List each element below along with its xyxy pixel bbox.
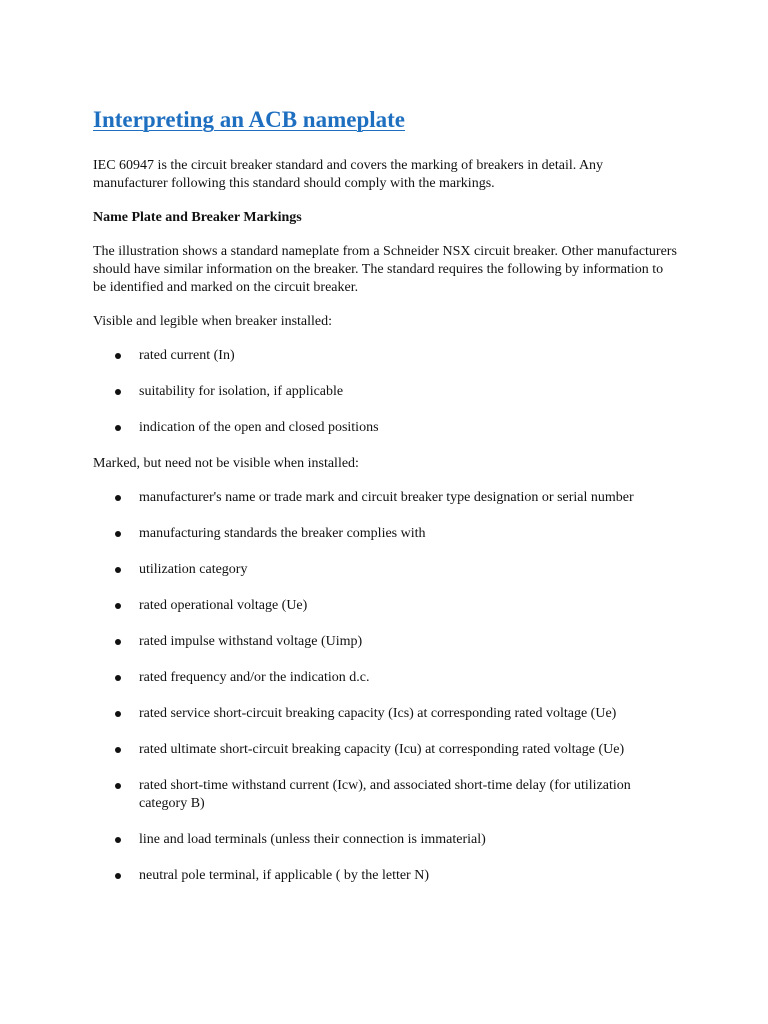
bullet-dot-icon <box>115 531 121 537</box>
list-item <box>93 777 678 813</box>
marked-items-list <box>93 489 678 885</box>
list-item-text: manufacturing standards the breaker complies with <box>139 526 426 541</box>
visible-list-heading: Visible and legible when breaker installed: <box>93 314 333 329</box>
list-item-text: neutral pole terminal, if applicable ( by the letter N) <box>139 868 429 883</box>
intro-paragraph: IEC 60947 is the circuit breaker standard and covers the marking of breakers in detail. Any manufacturer following this standard should comply with the markings. <box>93 158 604 191</box>
bullet-dot-icon <box>115 837 121 843</box>
list-item-text: rated short-time withstand current (Icw), and associated short-time delay (for utilization category B) <box>139 778 631 811</box>
list-item <box>93 383 678 401</box>
list-item <box>93 669 678 687</box>
list-item-text: rated current (In) <box>139 348 235 363</box>
list-item-text: utilization category <box>139 562 248 577</box>
page-title: Interpreting an ACB nameplate <box>93 107 405 132</box>
list-item <box>93 419 678 437</box>
list-item-text: rated impulse withstand voltage (Uimp) <box>139 634 363 649</box>
list-item-text: rated frequency and/or the indication d.c. <box>139 670 370 685</box>
visible-items-list <box>93 347 678 437</box>
bullet-dot-icon <box>115 747 121 753</box>
bullet-dot-icon <box>115 389 121 395</box>
list-item <box>93 489 678 507</box>
bullet-dot-icon <box>115 873 121 879</box>
list-item <box>93 705 678 723</box>
list-item <box>93 633 678 651</box>
list-item-text: indication of the open and closed positions <box>139 420 379 435</box>
list-item <box>93 525 678 543</box>
list-item <box>93 867 678 885</box>
list-item-text: line and load terminals (unless their connection is immaterial) <box>139 832 486 847</box>
marked-list-heading: Marked, but need not be visible when installed: <box>93 456 359 471</box>
bullet-dot-icon <box>115 783 121 789</box>
section-subheading: Name Plate and Breaker Markings <box>93 210 302 225</box>
list-item-text: manufacturer's name or trade mark and circuit breaker type designation or serial number <box>139 490 634 505</box>
bullet-dot-icon <box>115 675 121 681</box>
bullet-dot-icon <box>115 567 121 573</box>
list-item <box>93 831 678 849</box>
list-item-text: rated service short-circuit breaking capacity (Ics) at corresponding rated voltage (Ue) <box>139 706 617 721</box>
list-item-text: suitability for isolation, if applicable <box>139 384 344 399</box>
bullet-dot-icon <box>115 495 121 501</box>
bullet-dot-icon <box>115 711 121 717</box>
list-item <box>93 741 678 759</box>
list-item-text: rated operational voltage (Ue) <box>139 598 308 613</box>
body-paragraph: The illustration shows a standard nameplate from a Schneider NSX circuit breaker. Other manufacturers should have similar information on the breaker. The standard requires the following by information to be identified and marked on the circuit breaker. <box>93 244 677 295</box>
list-item <box>93 347 678 365</box>
bullet-dot-icon <box>115 603 121 609</box>
bullet-dot-icon <box>115 639 121 645</box>
list-item-text: rated ultimate short-circuit breaking capacity (Icu) at corresponding rated voltage (Ue) <box>139 742 625 757</box>
bullet-dot-icon <box>115 425 121 431</box>
list-item <box>93 597 678 615</box>
list-item <box>93 561 678 579</box>
bullet-dot-icon <box>115 353 121 359</box>
